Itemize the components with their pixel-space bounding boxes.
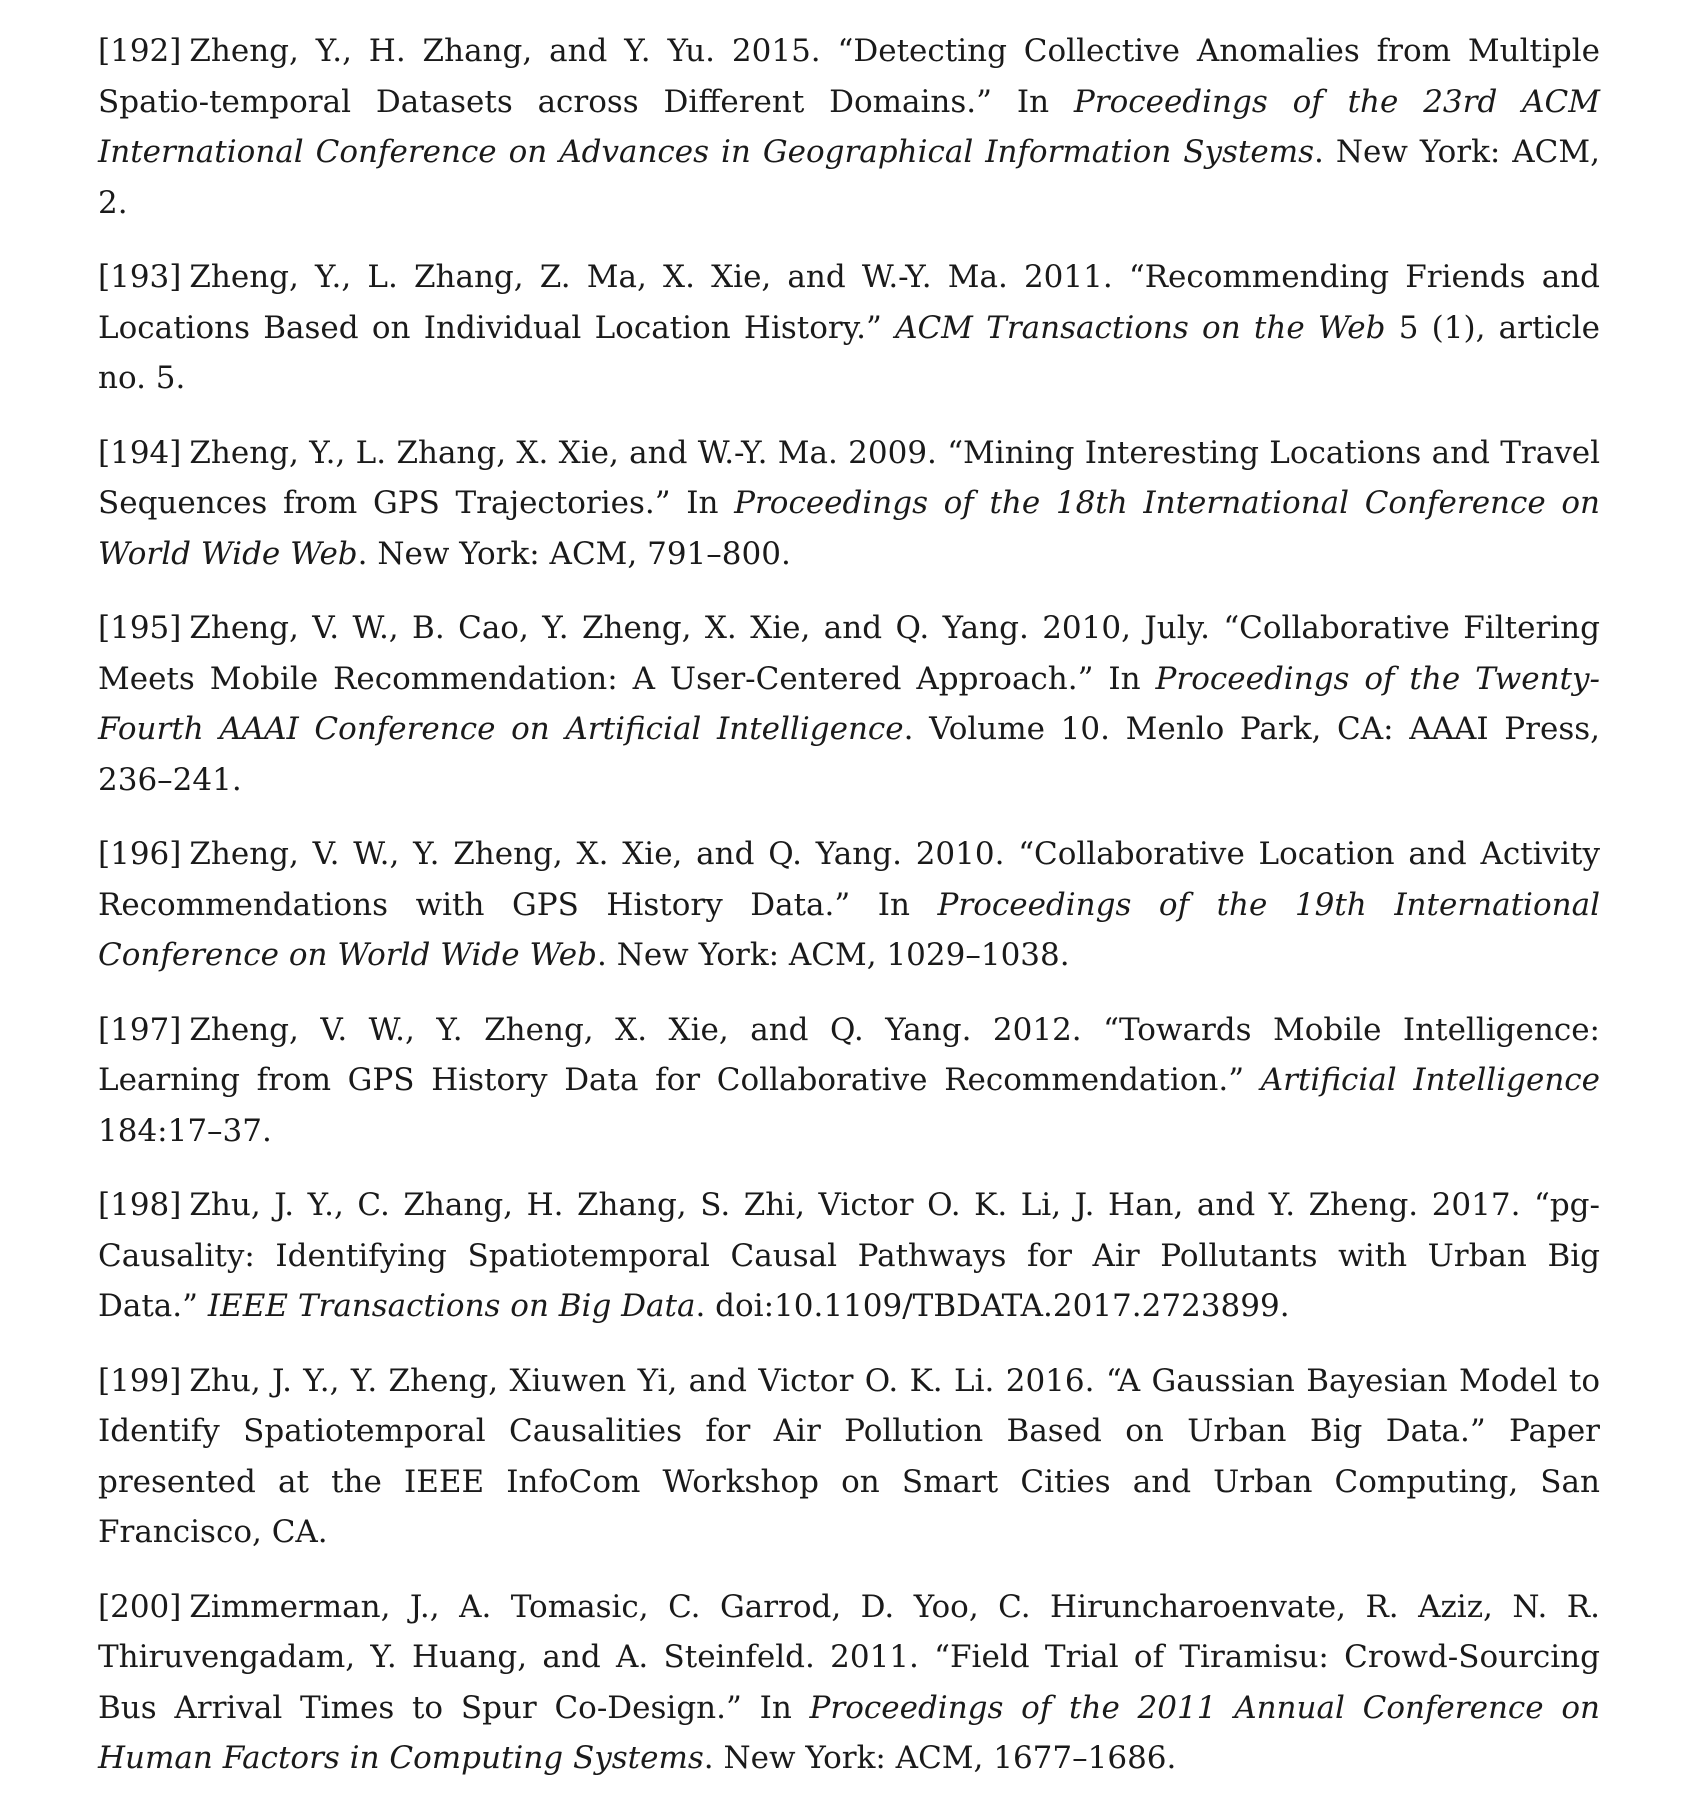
reference-text: Zheng, V. W., Y. Zheng, X. Xie, and Q. Yang. 2010. “Collaborative Location and Activity Recommendations with GPS History Data.” In	[98, 836, 1600, 923]
reference-text: Zheng, V. W., B. Cao, Y. Zheng, X. Xie, and Q. Yang. 2010, July. “Collaborative Filtering Meets Mobile Recommendation: A User-Centered Approach.” In	[98, 610, 1600, 697]
reference-venue: Proceedings of the 23rd ACM International Conference on Advances in Geographical Information Systems	[98, 83, 1601, 170]
reference-text: Zhu, J. Y., Y. Zheng, Xiuwen Yi, and Victor O. K. Li. 2016. “A Gaussian Bayesian Model to Identify Spatiotemporal Causalities for Air Pollution Based on Urban Big Data.” Paper presented at the IEEE InfoCom Workshop on Smart Cities and Urban Computing, San Francisco, CA.	[98, 1362, 1600, 1550]
reference-entry	[98, 1005, 1600, 1157]
reference-number: [196]	[98, 836, 182, 872]
reference-number: [200]	[98, 1588, 182, 1625]
reference-venue: Proceedings of the 18th International Conference on World Wide Web	[98, 485, 1600, 572]
reference-entry	[98, 252, 1600, 404]
reference-tail: 5 (1), article no. 5.	[98, 309, 1600, 396]
reference-entry	[98, 603, 1600, 805]
reference-number: [199]	[98, 1362, 182, 1399]
reference-number: [193]	[98, 259, 182, 295]
reference-number: [197]	[98, 1011, 182, 1048]
reference-text: Zheng, Y., L. Zhang, X. Xie, and W.-Y. Ma. 2009. “Mining Interesting Locations and Travel Sequences from GPS Trajectories.” In	[98, 434, 1600, 521]
reference-number: [198]	[98, 1187, 182, 1223]
reference-number: [194]	[98, 434, 182, 471]
reference-tail: . New York: ACM, 1677–1686.	[703, 1740, 1177, 1776]
reference-tail: . New York: ACM, 791–800.	[357, 535, 791, 572]
reference-entry	[98, 829, 1600, 981]
reference-tail: . Volume 10. Menlo Park, CA: AAAI Press, 236–241.	[98, 711, 1601, 798]
reference-entry	[98, 1582, 1600, 1784]
reference-text: Zheng, V. W., Y. Zheng, X. Xie, and Q. Yang. 2012. “Towards Mobile Intelligence: Learning from GPS History Data for Collaborative Recommendation.”	[98, 1011, 1600, 1098]
reference-entry	[98, 1180, 1600, 1332]
reference-text: Zhu, J. Y., C. Zhang, H. Zhang, S. Zhi, Victor O. K. Li, J. Han, and Y. Zheng. 2017. “pg-Causality: Identifying Spatiotemporal Causal Pathways for Air Pollutants with Urban Big Data.”	[98, 1187, 1600, 1324]
reference-venue: IEEE Transactions on Big Data	[207, 1288, 696, 1324]
reference-entry	[98, 26, 1600, 228]
reference-list	[98, 26, 1600, 1808]
reference-number: [192]	[98, 33, 182, 69]
reference-tail: . doi:10.1109/TBDATA.2017.2723899.	[695, 1288, 1290, 1324]
reference-text: Zheng, Y., L. Zhang, Z. Ma, X. Xie, and W.-Y. Ma. 2011. “Recommending Friends and Locations Based on Individual Location History.”	[98, 259, 1600, 346]
reference-venue: Proceedings of the Twenty-Fourth AAAI Conference on Artificial Intelligence	[98, 660, 1600, 747]
reference-tail: . New York: ACM, 2.	[98, 134, 1600, 221]
reference-text: Zheng, Y., H. Zhang, and Y. Yu. 2015. “Detecting Collective Anomalies from Multiple Spatio-temporal Datasets across Different Domains.” In	[98, 33, 1600, 120]
reference-tail: 184:17–37.	[98, 1112, 272, 1149]
reference-venue: Proceedings of the 2011 Annual Conference on Human Factors in Computing Systems	[98, 1689, 1600, 1776]
reference-venue: Artificial Intelligence	[1260, 1062, 1601, 1098]
reference-entry	[98, 428, 1600, 580]
reference-venue: ACM Transactions on the Web	[895, 309, 1386, 346]
reference-text: Zimmerman, J., A. Tomasic, C. Garrod, D. Yoo, C. Hiruncharoenvate, R. Aziz, N. R. Thiruvengadam, Y. Huang, and A. Steinfeld. 2011. “Field Trial of Tiramisu: Crowd-Sourcing Bus Arrival Times to Spur Co-Design.” In	[98, 1588, 1600, 1726]
reference-tail: . New York: ACM, 1029–1038.	[597, 937, 1070, 973]
reference-number: [195]	[98, 610, 182, 646]
reference-venue: Proceedings of the 19th International Conference on World Wide Web	[98, 886, 1600, 973]
reference-entry	[98, 1356, 1600, 1558]
